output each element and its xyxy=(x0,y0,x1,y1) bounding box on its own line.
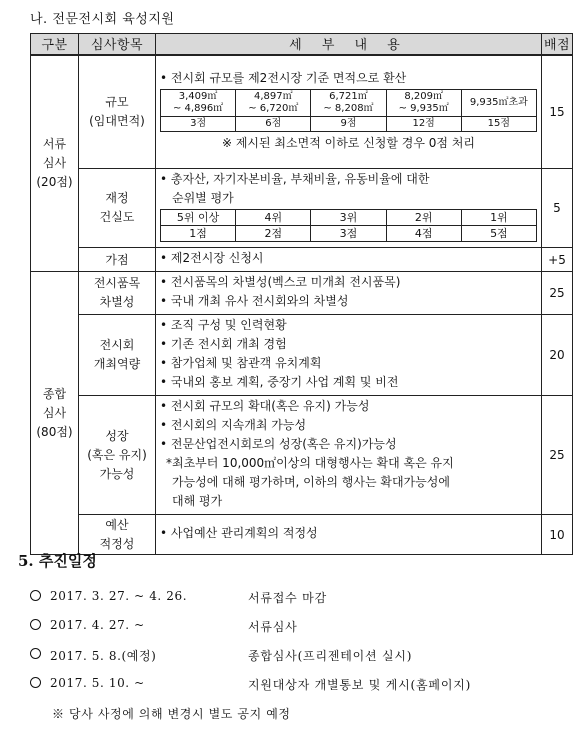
schedule-desc: 종합심사(프리젠테이션 실시) xyxy=(248,649,413,663)
detail-capability xyxy=(156,315,542,396)
detail-bonus xyxy=(156,248,542,272)
bullet-item: • 기존 전시회 개최 경험 xyxy=(160,337,287,351)
table-row-bonus xyxy=(31,248,573,272)
bullet-item: • 전문산업전시회로의 성장(혹은 유지)가능성 xyxy=(160,437,397,451)
item-bonus: 가점 xyxy=(79,248,156,272)
score-budget: 10 xyxy=(542,515,573,555)
circle-bullet-icon xyxy=(30,648,41,659)
points-cell: 6점 xyxy=(236,116,311,131)
schedule-date: 2017. 5. 8.(예정) xyxy=(50,649,157,663)
score-bonus: +5 xyxy=(542,248,573,272)
schedule-date: 2017. 5. 10. ~ xyxy=(50,676,145,690)
schedule-date: 2017. 4. 27. ~ xyxy=(50,618,145,632)
schedule-heading: 5. 추진일정 xyxy=(18,552,97,570)
table-row-items xyxy=(31,272,573,315)
points-cell: 12점 xyxy=(386,116,461,131)
scale-note: ※ 제시된 최소면적 이하로 신청할 경우 0점 처리 xyxy=(221,135,476,150)
detail-differentiation xyxy=(156,272,542,315)
detail-scale xyxy=(156,55,542,169)
schedule-date: 2017. 3. 27. ~ 4. 26. xyxy=(50,589,188,603)
score-scale: 15 xyxy=(542,55,573,169)
range-cell: 3,409㎡ ~ 4,896㎡ xyxy=(161,89,236,116)
bullet-item: • 참가업체 및 참관객 유치계획 xyxy=(160,356,322,370)
header-item: 심사항목 xyxy=(79,34,156,55)
bullet-item: • 전시회 규모를 제2전시장 기준 면적으로 환산 xyxy=(160,70,407,85)
section-title: 나. 전문전시회 육성지원 xyxy=(30,12,175,27)
points-cell: 3점 xyxy=(161,116,236,131)
detail-growth xyxy=(156,396,542,515)
table-header-row xyxy=(31,34,573,55)
points-cell: 3점 xyxy=(311,226,386,242)
schedule-footnote: ※ 당사 사정에 의해 변경시 별도 공지 예정 xyxy=(52,707,291,721)
table-row-capability xyxy=(31,315,573,396)
finance-rank-table xyxy=(160,209,537,242)
bullet-item: • 전시회 규모의 확대(혹은 유지) 가능성 xyxy=(160,399,370,413)
range-cell: 4,897㎡ ~ 6,720㎡ xyxy=(236,89,311,116)
rank-cell: 1위 xyxy=(461,210,536,226)
rank-cell: 3위 xyxy=(311,210,386,226)
circle-bullet-icon xyxy=(30,619,41,630)
circle-bullet-icon xyxy=(30,590,41,601)
header-category: 구분 xyxy=(31,34,79,55)
category-overall-review: 종합 심사 (80점) xyxy=(31,272,79,555)
bullet-item: • 조직 구성 및 인력현황 xyxy=(160,318,287,332)
schedule-desc: 서류접수 마감 xyxy=(248,591,327,605)
item-capability: 전시회 개최역량 xyxy=(79,315,156,396)
item-growth: 성장 (혹은 유지) 가능성 xyxy=(79,396,156,515)
score-capability: 20 xyxy=(542,315,573,396)
category-doc-review: 서류 심사 (20점) xyxy=(31,55,79,272)
bullet-item: • 사업예산 관리계획의 적정성 xyxy=(160,526,318,540)
range-cell: 9,935㎡초과 xyxy=(461,89,536,116)
detail-budget xyxy=(156,515,542,555)
circle-bullet-icon xyxy=(30,677,41,688)
growth-note: *최초부터 10,000㎡이상의 대형행사는 확대 혹은 유지 xyxy=(166,456,454,470)
table-row-finance xyxy=(31,169,573,248)
table-row-scale xyxy=(31,55,573,169)
detail-finance: • 총자산, 자기자본비율, 부채비율, 유동비율에 대한 순위별 평가 5위 이상 4위 3위 2위 1위 1점 2점 3점 4점 5점 xyxy=(156,169,542,248)
growth-note: 가능성에 대해 평가하며, 이하의 행사는 확대가능성에 xyxy=(172,475,450,489)
range-cell: 8,209㎡ ~ 9,935㎡ xyxy=(386,89,461,116)
points-cell: 9점 xyxy=(311,116,386,131)
points-cell: 5점 xyxy=(461,226,536,242)
rank-cell: 4위 xyxy=(236,210,311,226)
schedule-desc: 서류심사 xyxy=(248,620,298,634)
bullet-item: • 국내 개최 유사 전시회와의 차별성 xyxy=(160,294,349,308)
item-budget: 예산 적정성 xyxy=(79,515,156,555)
rank-cell: 5위 이상 xyxy=(161,210,236,226)
item-finance: 재정 건실도 xyxy=(79,169,156,248)
bullet-item: • 전시회의 지속개최 가능성 xyxy=(160,418,307,432)
item-differentiation: 전시품목 차별성 xyxy=(79,272,156,315)
bullet-item: • 총자산, 자기자본비율, 부채비율, 유동비율에 대한 xyxy=(160,172,430,186)
rank-cell: 2위 xyxy=(386,210,461,226)
points-cell: 1점 xyxy=(161,226,236,242)
growth-note: 대해 평가 xyxy=(172,494,223,508)
score-finance: 5 xyxy=(542,169,573,248)
score-differentiation: 25 xyxy=(542,272,573,315)
range-cell: 6,721㎡ ~ 8,208㎡ xyxy=(311,89,386,116)
table-row-growth xyxy=(31,396,573,515)
bullet-item: • 전시품목의 차별성(벡스코 미개최 전시품목) xyxy=(160,275,401,289)
item-scale: 규모 (임대면적) xyxy=(79,55,156,169)
score-growth: 25 xyxy=(542,396,573,515)
header-score: 배점 xyxy=(542,34,573,55)
bullet-item: • 국내외 홍보 계획, 중장기 사업 계획 및 비전 xyxy=(160,375,399,389)
scale-range-table xyxy=(160,89,537,132)
bullet-item: • 제2전시장 신청시 xyxy=(160,251,264,265)
schedule-desc: 지원대상자 개별통보 및 게시(홈페이지) xyxy=(248,678,472,692)
header-detail: 세 부 내 용 xyxy=(156,34,542,55)
evaluation-table xyxy=(30,33,573,555)
table-row-budget xyxy=(31,515,573,555)
points-cell: 4점 xyxy=(386,226,461,242)
points-cell: 15점 xyxy=(461,116,536,131)
points-cell: 2점 xyxy=(236,226,311,242)
